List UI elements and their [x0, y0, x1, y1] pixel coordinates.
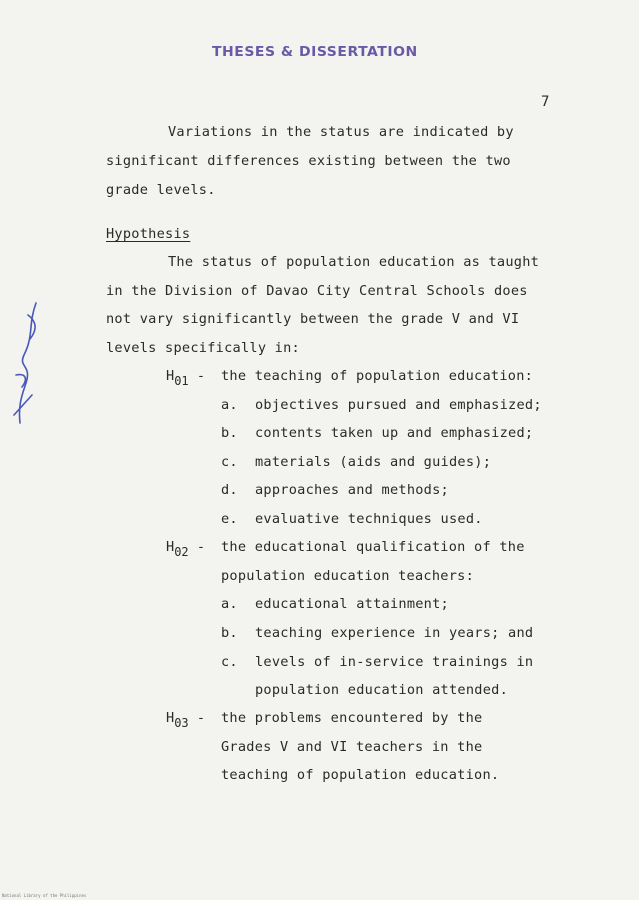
item-text: population education attended.	[255, 682, 509, 698]
section-heading: Hypothesis	[106, 226, 191, 242]
item-text: teaching experience in years; and	[255, 625, 534, 641]
paragraph-line: not vary significantly between the grade V and VI	[106, 311, 520, 327]
item-marker: e.	[221, 511, 238, 527]
hypothesis-text: the problems encountered by the	[221, 710, 483, 726]
hypothesis-label: H01 -	[166, 368, 206, 388]
item-text: contents taken up and emphasized;	[255, 425, 534, 441]
item-marker: a.	[221, 397, 238, 413]
paragraph-line: The status of population education as taught	[168, 254, 540, 270]
hypothesis-text: Grades V and VI teachers in the	[221, 739, 483, 755]
item-text: levels of in-service trainings in	[255, 654, 534, 670]
item-marker: c.	[221, 654, 238, 670]
item-text: approaches and methods;	[255, 482, 449, 498]
hypothesis-text: the teaching of population education:	[221, 368, 534, 384]
theses-stamp: THESES & DISSERTATION	[212, 44, 418, 60]
hypothesis-label: H02 -	[166, 539, 206, 559]
hypothesis-label: H03 -	[166, 710, 206, 730]
intro-line: grade levels.	[106, 182, 216, 198]
item-text: materials (aids and guides);	[255, 454, 492, 470]
item-marker: b.	[221, 425, 238, 441]
item-marker: d.	[221, 482, 238, 498]
item-text: educational attainment;	[255, 596, 449, 612]
page-number: 7	[541, 94, 550, 110]
intro-line: Variations in the status are indicated by	[168, 124, 514, 140]
paragraph-line: levels specifically in:	[106, 340, 300, 356]
item-marker: a.	[221, 596, 238, 612]
hypothesis-text: population education teachers:	[221, 568, 475, 584]
item-marker: b.	[221, 625, 238, 641]
paragraph-line: in the Division of Davao City Central Schools does	[106, 283, 528, 299]
hypothesis-text: the educational qualification of the	[221, 539, 525, 555]
item-text: objectives pursued and emphasized;	[255, 397, 542, 413]
hypothesis-text: teaching of population education.	[221, 767, 500, 783]
intro-line: significant differences existing between the two	[106, 153, 511, 169]
footer-credit: National Library of the Philippines	[2, 893, 87, 898]
item-marker: c.	[221, 454, 238, 470]
handwritten-signature	[6, 295, 46, 445]
item-text: evaluative techniques used.	[255, 511, 483, 527]
